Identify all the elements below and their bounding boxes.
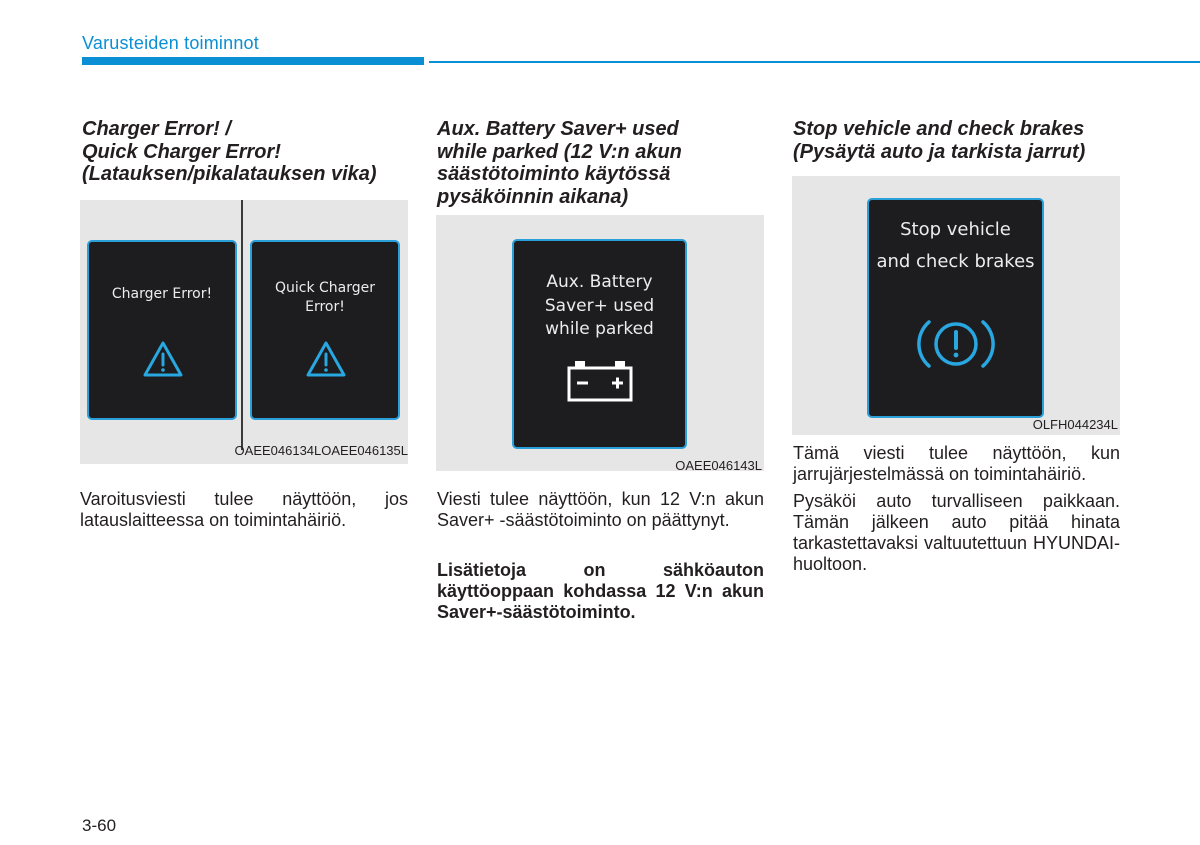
- warning-triangle-icon: [305, 340, 347, 378]
- screen-text: [514, 271, 685, 342]
- header-rule-thick: [82, 57, 424, 65]
- header-rule-thin: [429, 61, 1200, 63]
- paragraph: Viesti tulee näyttöön, kun 12 V:n akun Saver+ -säästötoiminto on päättynyt.: [437, 489, 764, 530]
- heading-line: Stop vehicle and check brakes: [793, 118, 1085, 140]
- figure-code: OAEE046143L: [675, 458, 762, 473]
- screen-text-line: and check brakes: [876, 251, 1035, 272]
- heading-line: säästötoiminto käytössä: [437, 163, 671, 185]
- warning-triangle-icon: [142, 340, 184, 378]
- screen-text: [252, 279, 398, 317]
- figure-aux-battery-saver: [436, 215, 764, 471]
- screen-text-line: while parked: [545, 319, 654, 339]
- screen-charger-error: [87, 240, 237, 420]
- screen-text-line: Saver+ used: [544, 295, 655, 316]
- heading-line: Quick Charger Error!: [82, 140, 281, 163]
- figure-code: OLFH044234L: [1032, 417, 1118, 432]
- screen-text-line: Charger Error!: [111, 286, 213, 302]
- figure-divider: [241, 200, 243, 450]
- figure-charger-error: [80, 200, 408, 464]
- paragraph: Pysäköi auto turvalliseen paikkaan. Tämän jälkeen auto pitää hinata tarkastettavaksi valtuutettuun HYUNDAI-huoltoon.: [793, 491, 1120, 574]
- battery-icon: [566, 359, 634, 403]
- heading-charger-error: [82, 118, 377, 186]
- figure-code: OAEE046134LOAEE046135L: [234, 443, 408, 458]
- screen-aux-battery-saver: [512, 239, 687, 449]
- paragraph-note: Lisätietoja on sähköauton käyttöoppaan kohdassa 12 V:n akun Saver+-säästötoiminto.: [437, 560, 764, 622]
- heading-line: pysäköinnin aikana): [437, 185, 629, 208]
- screen-text-line: Stop vehicle: [900, 219, 1011, 240]
- screen-quick-charger-error: [250, 240, 400, 420]
- paragraph: Varoitusviesti tulee näyttöön, jos latauslaitteessa on toimintahäiriö.: [80, 489, 408, 530]
- heading-line: (Latauksen/pikalatauksen vika): [82, 163, 377, 185]
- paragraph: Tämä viesti tulee näyttöön, kun jarrujärjestelmässä on toimintahäiriö.: [793, 443, 1120, 484]
- heading-stop-vehicle: [793, 118, 1085, 163]
- heading-line: while parked (12 V:n akun: [437, 140, 682, 163]
- screen-text-line: Quick Charger: [274, 280, 376, 296]
- heading-line: (Pysäytä auto ja tarkista jarrut): [793, 140, 1086, 163]
- figure-stop-vehicle: [792, 176, 1120, 435]
- screen-text: [89, 285, 235, 304]
- page-number: 3-60: [82, 816, 117, 835]
- section-title: Varusteiden toiminnot: [82, 33, 259, 53]
- screen-text: [869, 214, 1042, 278]
- screen-stop-vehicle: [867, 198, 1044, 418]
- screen-text-line: Aux. Battery: [546, 272, 653, 292]
- brake-warning-icon: [915, 313, 997, 375]
- screen-text-line: Error!: [305, 299, 345, 315]
- heading-line: Charger Error! /: [82, 118, 231, 140]
- heading-aux-battery-saver: [437, 118, 682, 208]
- heading-line: Aux. Battery Saver+ used: [437, 118, 679, 140]
